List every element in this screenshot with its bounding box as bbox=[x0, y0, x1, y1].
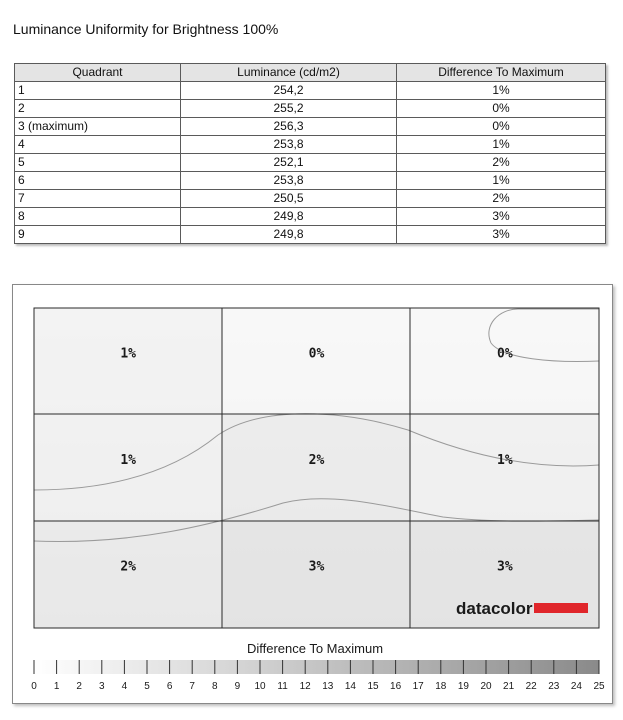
table-row bbox=[15, 136, 606, 154]
brand-logo-text: datacolor bbox=[456, 599, 533, 618]
scale-tick-label: 23 bbox=[548, 681, 560, 692]
scale-tick-label: 25 bbox=[593, 681, 605, 692]
uniformity-chart-panel bbox=[12, 284, 613, 704]
scale-tick-label: 12 bbox=[299, 681, 311, 692]
cell-quadrant: 2 bbox=[15, 100, 181, 118]
table-row bbox=[15, 100, 606, 118]
cell-quadrant: 1 bbox=[15, 82, 181, 100]
table-row bbox=[15, 172, 606, 190]
table-row bbox=[15, 226, 606, 244]
header-luminance: Luminance (cd/m2) bbox=[181, 64, 397, 82]
luminance-table bbox=[14, 63, 606, 244]
scale-tick-label: 5 bbox=[144, 681, 150, 692]
scale-tick-label: 4 bbox=[121, 681, 128, 692]
cell-quadrant: 5 bbox=[15, 154, 181, 172]
cell-difference: 1% bbox=[397, 172, 606, 190]
scale-tick-label: 8 bbox=[212, 681, 218, 692]
table-row bbox=[15, 208, 606, 226]
cell-quadrant: 3 (maximum) bbox=[15, 118, 181, 136]
page-title: Luminance Uniformity for Brightness 100% bbox=[13, 21, 279, 37]
cell-luminance: 253,8 bbox=[181, 172, 397, 190]
heatmap-cell-4 bbox=[34, 415, 222, 522]
scale-tick-label: 15 bbox=[367, 681, 379, 692]
scale-tick-label: 17 bbox=[412, 681, 424, 692]
scale-tick-label: 10 bbox=[254, 681, 266, 692]
cell-difference: 2% bbox=[397, 154, 606, 172]
heatmap-cell-6 bbox=[411, 415, 599, 522]
heatmap-cell-label: 1% bbox=[497, 453, 513, 468]
cell-luminance: 249,8 bbox=[181, 226, 397, 244]
cell-difference: 2% bbox=[397, 190, 606, 208]
cell-quadrant: 7 bbox=[15, 190, 181, 208]
cell-difference: 1% bbox=[397, 82, 606, 100]
scale-tick-label: 0 bbox=[31, 681, 37, 692]
cell-luminance: 253,8 bbox=[181, 136, 397, 154]
cell-quadrant: 4 bbox=[15, 136, 181, 154]
cell-difference: 0% bbox=[397, 100, 606, 118]
cell-difference: 0% bbox=[397, 118, 606, 136]
scale-tick-label: 14 bbox=[344, 681, 356, 692]
scale-tick-label: 21 bbox=[503, 681, 515, 692]
cell-quadrant: 8 bbox=[15, 208, 181, 226]
table-header-row bbox=[15, 64, 606, 82]
cell-luminance: 256,3 bbox=[181, 118, 397, 136]
cell-quadrant: 6 bbox=[15, 172, 181, 190]
cell-luminance: 255,2 bbox=[181, 100, 397, 118]
scale-tick-label: 22 bbox=[525, 681, 537, 692]
heatmap-cell-label: 1% bbox=[120, 453, 136, 468]
table-row bbox=[15, 82, 606, 100]
table-row bbox=[15, 154, 606, 172]
cell-quadrant: 9 bbox=[15, 226, 181, 244]
heatmap-cell-label: 3% bbox=[308, 559, 325, 575]
table-row bbox=[15, 118, 606, 136]
cell-luminance: 250,5 bbox=[181, 190, 397, 208]
scale-tick-label: 18 bbox=[435, 681, 447, 692]
heatmap-cell-label: 2% bbox=[120, 559, 136, 575]
scale-bar bbox=[34, 660, 599, 674]
header-difference: Difference To Maximum bbox=[397, 64, 606, 82]
heatmap-cell-label: 3% bbox=[497, 559, 513, 575]
heatmap-cell-label: 0% bbox=[497, 346, 513, 362]
scale-tick-label: 24 bbox=[570, 681, 582, 692]
cell-luminance: 249,8 bbox=[181, 208, 397, 226]
scale-tick-label: 3 bbox=[99, 681, 105, 692]
scale-tick-label: 6 bbox=[166, 681, 173, 692]
scale-tick-label: 16 bbox=[390, 681, 402, 692]
scale-title: Difference To Maximum bbox=[246, 641, 384, 656]
heatmap-cell-label: 1% bbox=[120, 346, 136, 362]
cell-luminance: 252,1 bbox=[181, 154, 397, 172]
uniformity-heatmap bbox=[13, 285, 612, 703]
heatmap-cell-label: 0% bbox=[308, 346, 325, 362]
header-quadrant: Quadrant bbox=[15, 64, 181, 82]
scale-tick-label: 20 bbox=[480, 681, 492, 692]
heatmap-cell-label: 2% bbox=[308, 453, 325, 468]
scale-tick-label: 9 bbox=[234, 681, 241, 692]
cell-luminance: 254,2 bbox=[181, 82, 397, 100]
brand-logo-bar bbox=[534, 603, 588, 613]
scale-tick-label: 19 bbox=[457, 681, 469, 692]
scale-tick-label: 1 bbox=[53, 681, 60, 692]
table-row bbox=[15, 190, 606, 208]
scale-tick-label: 13 bbox=[322, 681, 334, 692]
scale-tick-label: 11 bbox=[277, 681, 288, 692]
cell-difference: 3% bbox=[397, 208, 606, 226]
cell-difference: 1% bbox=[397, 136, 606, 154]
scale-tick-label: 7 bbox=[189, 681, 195, 692]
scale-tick-label: 2 bbox=[76, 681, 82, 692]
cell-difference: 3% bbox=[397, 226, 606, 244]
